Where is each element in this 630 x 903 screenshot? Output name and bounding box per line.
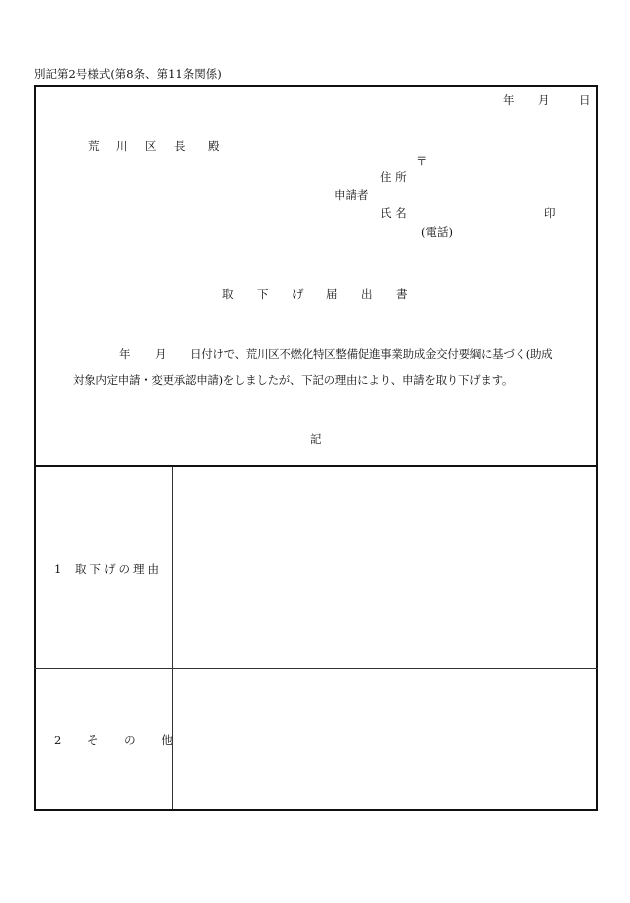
other-field[interactable] [178, 672, 592, 806]
phone-label: (電話) [421, 225, 453, 239]
address-label: 住 所 [380, 170, 407, 184]
ki-label: 記 [310, 432, 322, 446]
date-year: 年 [503, 93, 515, 107]
title-3: げ [292, 287, 304, 301]
addressee-2: 川 [116, 139, 128, 153]
seal-mark: 印 [544, 206, 556, 220]
title-5: 出 [361, 287, 373, 301]
body-line2: 対象内定申請・変更承認申請)をしましたが、下記の理由により、申請を取り下げます。 [73, 373, 514, 387]
body-line1: 日付けで、荒川区不燃化特区整備促進事業助成金交付要綱に基づく(助成 [190, 347, 553, 361]
applicant-label: 申請者 [334, 188, 369, 202]
reason-field[interactable] [178, 470, 592, 665]
date-month: 月 [538, 93, 550, 107]
title-6: 書 [396, 287, 408, 301]
date-day: 日 [579, 93, 591, 107]
row-label-other: 2 そ の 他 [54, 733, 173, 747]
divider [34, 465, 598, 467]
body-year: 年 [119, 347, 131, 361]
name-label: 氏 名 [380, 206, 407, 220]
addressee-4: 長 [174, 139, 186, 153]
addressee-1: 荒 [88, 139, 100, 153]
title-1: 取 [222, 287, 234, 301]
row-divider [34, 668, 598, 669]
column-divider [172, 467, 173, 809]
postal-mark: 〒 [416, 154, 428, 168]
form-label: 別記第2号様式(第8条、第11条関係) [34, 67, 222, 81]
title-2: 下 [257, 287, 269, 301]
addressee-5: 殿 [208, 139, 220, 153]
title-4: 届 [326, 287, 338, 301]
addressee-3: 区 [145, 139, 157, 153]
body-month: 月 [155, 347, 167, 361]
row-label-reason: 1 取下げの理由 [54, 562, 162, 576]
